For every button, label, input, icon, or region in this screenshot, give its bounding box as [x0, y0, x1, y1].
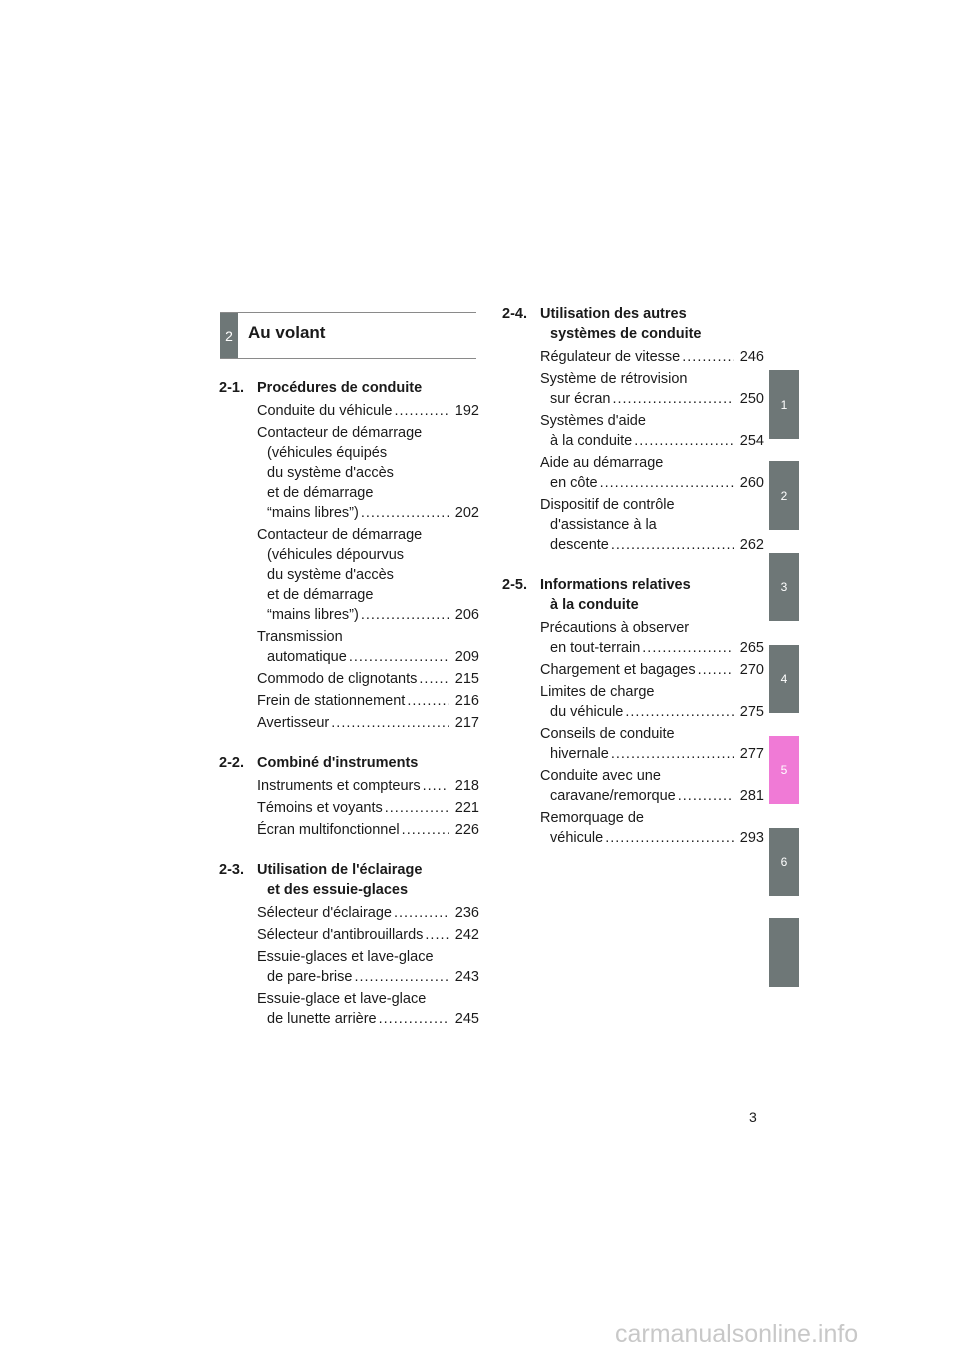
toc-entry-text: hivernale [550, 746, 609, 762]
page-number: 3 [749, 1109, 757, 1125]
chapter-title: Au volant [248, 323, 326, 342]
section-heading [219, 378, 479, 398]
chapter-tab-5[interactable]: 5 [769, 736, 799, 804]
toc-entry-text: en côte [550, 475, 598, 491]
toc-entry-row [257, 903, 479, 923]
toc-entry-text: caravane/remorque [550, 788, 676, 804]
toc-entry-text: Conseils de conduite [540, 726, 675, 742]
toc-entry-row [540, 638, 764, 658]
dot-leader [423, 776, 449, 796]
toc-entry-row [540, 786, 764, 806]
toc-entry-text: Système de rétrovision [540, 371, 688, 387]
toc-entry-text: Précautions à observer [540, 620, 690, 636]
dot-leader [625, 702, 734, 722]
section-title [257, 860, 479, 900]
dot-leader [394, 903, 449, 923]
toc-page-number: 262 [739, 537, 764, 553]
section-title [540, 575, 764, 615]
toc-entry-row [257, 691, 479, 711]
toc-entry-row [540, 660, 764, 680]
toc-page-number: 202 [454, 505, 479, 521]
dot-leader [642, 638, 734, 658]
toc-entry-row [257, 967, 479, 987]
toc-entry-row [257, 925, 479, 945]
dot-leader [385, 798, 449, 818]
toc-entry-text: et de démarrage [267, 587, 374, 603]
toc-section [502, 575, 764, 848]
chapter-tab-index[interactable] [769, 918, 799, 987]
toc-entry[interactable] [540, 411, 764, 451]
toc-page-number: 243 [454, 969, 479, 985]
toc-entry-text: Remorquage de [540, 810, 644, 826]
toc-entry-text: du véhicule [550, 704, 624, 720]
dot-leader [611, 744, 734, 764]
toc-entry-text: Contacteur de démarrage [257, 527, 423, 543]
toc-entry-text: descente [550, 537, 609, 553]
toc-entry-text: Chargement et bagages [540, 662, 696, 678]
toc-entry-text: automatique [267, 649, 347, 665]
dot-leader [407, 691, 449, 711]
toc-entry-text: à la conduite [550, 433, 633, 449]
toc-entry[interactable] [540, 766, 764, 806]
toc-entry-text: Conduite avec une [540, 768, 661, 784]
dot-leader [402, 820, 449, 840]
toc-entry-text: (véhicules équipés [267, 445, 388, 461]
toc-entry-row [257, 713, 479, 733]
dot-leader [605, 828, 734, 848]
section-title-line: et des essuie-glaces [267, 882, 409, 898]
chapter-tab-3[interactable]: 3 [769, 553, 799, 621]
toc-section [502, 304, 764, 555]
section-heading [502, 304, 764, 344]
toc-entry-text: Témoins et voyants [257, 800, 383, 816]
toc-page-number: 242 [454, 927, 479, 943]
dot-leader [612, 389, 734, 409]
toc-entry[interactable] [540, 369, 764, 409]
section-number: 2-1. [219, 380, 244, 396]
toc-page-number: 270 [739, 662, 764, 678]
toc-entry-row [540, 389, 764, 409]
toc-entry-text: Transmission [257, 629, 343, 645]
section-title [257, 378, 479, 398]
toc-page-number: 245 [454, 1011, 479, 1027]
section-title [540, 304, 764, 344]
toc-entry[interactable] [257, 989, 479, 1029]
toc-entry[interactable] [257, 798, 479, 818]
toc-page-number: 265 [739, 640, 764, 656]
toc-entry-text: Commodo de clignotants [257, 671, 418, 687]
toc-entry-row [540, 347, 764, 367]
toc-entry-text: “mains libres”) [267, 505, 359, 521]
dot-leader [698, 660, 734, 680]
toc-entry-row [257, 669, 479, 689]
toc-entry-row [540, 702, 764, 722]
toc-entry-text: (véhicules dépourvus [267, 547, 405, 563]
toc-entry-text: Frein de stationnement [257, 693, 406, 709]
section-number: 2-4. [502, 306, 527, 322]
chapter-number-tab: 2 [220, 313, 238, 358]
toc-entry-text: véhicule [550, 830, 604, 846]
toc-entry-text: Aide au démarrage [540, 455, 664, 471]
toc-entry-text: d'assistance à la [550, 517, 657, 533]
toc-entry[interactable] [257, 947, 479, 987]
toc-page-number: 275 [739, 704, 764, 720]
toc-entry[interactable] [257, 401, 479, 421]
toc-page-number: 209 [454, 649, 479, 665]
toc-page-number: 277 [739, 746, 764, 762]
dot-leader [361, 503, 449, 523]
dot-leader [634, 431, 734, 451]
dot-leader [600, 473, 734, 493]
toc-page-number: 246 [739, 349, 764, 365]
toc-entry[interactable] [540, 808, 764, 848]
toc-entry[interactable] [540, 347, 764, 367]
toc-left-column [219, 378, 479, 1049]
watermark: carmanualsonline.info [615, 1320, 859, 1348]
toc-entry-text: Sélecteur d'antibrouillards [257, 927, 424, 943]
dot-leader [349, 647, 449, 667]
toc-page-number: 293 [739, 830, 764, 846]
toc-entry-row [257, 776, 479, 796]
toc-page-number: 218 [454, 778, 479, 794]
section-title-line: à la conduite [550, 597, 639, 613]
toc-page-number: 236 [454, 905, 479, 921]
chapter-tab-6[interactable]: 6 [769, 828, 799, 896]
toc-section [219, 378, 479, 733]
dot-leader [331, 713, 449, 733]
toc-entry-row [257, 605, 479, 625]
dot-leader [394, 401, 449, 421]
toc-entry[interactable] [257, 525, 479, 625]
toc-entry[interactable] [257, 669, 479, 689]
toc-entry-text: “mains libres”) [267, 607, 359, 623]
dot-leader [425, 925, 449, 945]
toc-entry-text: Dispositif de contrôle [540, 497, 675, 513]
section-title-line: Combiné d'instruments [257, 755, 419, 771]
toc-page-number: 281 [739, 788, 764, 804]
toc-entry-text: de pare-brise [267, 969, 353, 985]
section-title [257, 753, 479, 773]
toc-entry[interactable] [540, 618, 764, 658]
toc-entry-text: Essuie-glace et lave-glace [257, 991, 427, 1007]
toc-entry[interactable] [257, 776, 479, 796]
dot-leader [361, 605, 449, 625]
toc-entry-row [257, 798, 479, 818]
toc-page-number: 217 [454, 715, 479, 731]
toc-entry-text: Sélecteur d'éclairage [257, 905, 392, 921]
toc-page-number: 226 [454, 822, 479, 838]
dot-leader [354, 967, 449, 987]
toc-entry-text: du système d'accès [267, 567, 394, 583]
section-heading [219, 860, 479, 900]
toc-entry[interactable] [257, 627, 479, 667]
chapter-tab-4[interactable]: 4 [769, 645, 799, 713]
dot-leader [419, 669, 449, 689]
section-title-line: Informations relatives [540, 577, 691, 593]
section-number: 2-3. [219, 862, 244, 878]
toc-page-number: 254 [739, 433, 764, 449]
toc-page-number: 221 [454, 800, 479, 816]
toc-entry-text: Essuie-glaces et lave-glace [257, 949, 434, 965]
dot-leader [678, 786, 734, 806]
toc-page-number: 250 [739, 391, 764, 407]
toc-entry-row [257, 401, 479, 421]
toc-right-column [502, 304, 764, 868]
toc-entry[interactable] [257, 820, 479, 840]
chapter-tab-2[interactable]: 2 [769, 461, 799, 530]
section-title-line: Procédures de conduite [257, 380, 423, 396]
toc-entry-row [257, 647, 479, 667]
chapter-tab-1[interactable]: 1 [769, 370, 799, 439]
toc-entry-row [540, 473, 764, 493]
toc-entry-text: sur écran [550, 391, 611, 407]
toc-entry-text: Écran multifonctionnel [257, 822, 400, 838]
toc-entry-text: du système d'accès [267, 465, 394, 481]
toc-page-number: 192 [454, 403, 479, 419]
toc-entry-row [540, 431, 764, 451]
toc-entry[interactable] [540, 724, 764, 764]
toc-entry-text: Contacteur de démarrage [257, 425, 423, 441]
toc-page-number: 215 [454, 671, 479, 687]
toc-entry-text: et de démarrage [267, 485, 374, 501]
toc-entry-row [257, 1009, 479, 1029]
toc-page-number: 206 [454, 607, 479, 623]
dot-leader [682, 347, 734, 367]
toc-entry-row [257, 820, 479, 840]
dot-leader [611, 535, 734, 555]
chapter-header [220, 312, 476, 359]
toc-entry-text: Limites de charge [540, 684, 655, 700]
toc-entry-row [540, 828, 764, 848]
toc-entry-text: de lunette arrière [267, 1011, 377, 1027]
toc-entry[interactable] [540, 495, 764, 555]
toc-entry-text: en tout-terrain [550, 640, 641, 656]
toc-entry-text: Systèmes d'aide [540, 413, 646, 429]
toc-page-number: 216 [454, 693, 479, 709]
toc-section [219, 753, 479, 840]
dot-leader [379, 1009, 449, 1029]
toc-entry-row [257, 503, 479, 523]
toc-entry[interactable] [257, 713, 479, 733]
toc-entry[interactable] [540, 453, 764, 493]
section-heading [219, 753, 479, 773]
toc-entry[interactable] [257, 925, 479, 945]
toc-entry-row [540, 535, 764, 555]
section-heading [502, 575, 764, 615]
toc-entry[interactable] [257, 903, 479, 923]
toc-entry[interactable] [540, 660, 764, 680]
section-title-line: Utilisation des autres [540, 306, 687, 322]
section-number: 2-5. [502, 577, 527, 593]
toc-entry-text: Conduite du véhicule [257, 403, 393, 419]
toc-entry-text: Instruments et compteurs [257, 778, 421, 794]
toc-entry-text: Avertisseur [257, 715, 330, 731]
section-number: 2-2. [219, 755, 244, 771]
toc-entry-text: Régulateur de vitesse [540, 349, 681, 365]
toc-entry[interactable] [257, 423, 479, 523]
toc-section [219, 860, 479, 1029]
toc-entry[interactable] [257, 691, 479, 711]
section-title-line: Utilisation de l'éclairage [257, 862, 423, 878]
toc-entry-row [540, 744, 764, 764]
section-title-line: systèmes de conduite [550, 326, 702, 342]
toc-page-number: 260 [739, 475, 764, 491]
toc-entry[interactable] [540, 682, 764, 722]
